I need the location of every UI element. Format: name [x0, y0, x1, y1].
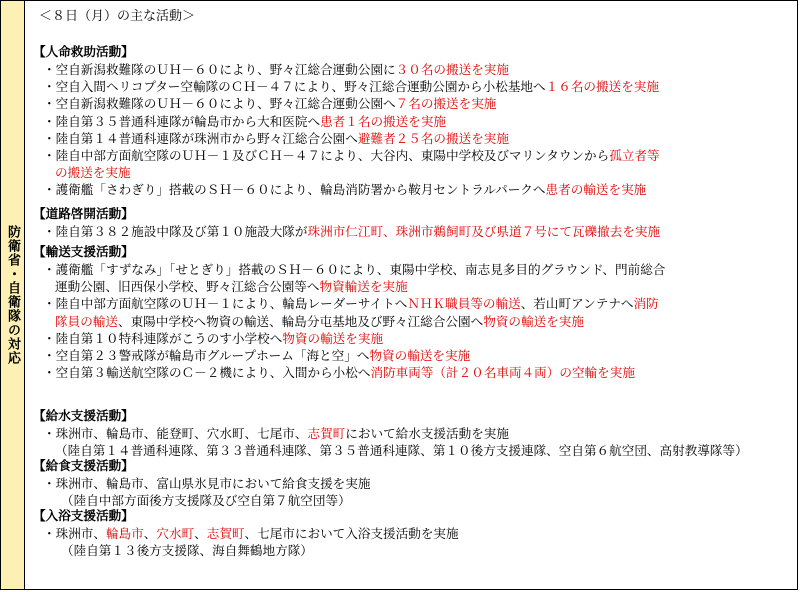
activity-text: ・空自入間ヘリコプター空輸隊のＣＨ－４７により、野々江総合運動公園から小松基地へ — [43, 79, 546, 95]
activity-line — [55, 278, 408, 295]
highlighted-text: 孤立者等 — [609, 148, 660, 163]
report-content — [27, 1, 795, 589]
activity-line — [43, 181, 646, 198]
highlighted-text: 物資の輸送を実施 — [282, 330, 384, 346]
activity-text: 、東陽中学校へ物資の輸送、輪島分屯基地及び野々江総合公園へ — [117, 313, 484, 329]
activity-line — [43, 364, 635, 381]
highlighted-text: 消防 — [633, 296, 659, 312]
highlighted-text: ＮＨＫ職員等の輸送 — [407, 296, 521, 312]
highlighted-text: 穴水町 — [156, 526, 195, 541]
activity-line — [43, 475, 370, 492]
activity-text: 運動公園、旧西保小学校、野々江総合公園等へ — [55, 279, 320, 295]
activity-text: ・珠洲市、輪島市、富山県氷見市において給食支援を実施 — [43, 476, 371, 491]
activity-text: ・空自新潟救難隊のＵＨ－６０により、野々江総合運動公園へ — [43, 96, 396, 112]
highlighted-text: 避難者２５名の搬送を実施 — [357, 130, 509, 146]
activity-line — [43, 295, 659, 312]
activity-line — [55, 442, 748, 459]
section-heading: 【人命救助活動】 — [33, 44, 134, 59]
activity-text: ・空自第２３警戒隊が輪島市グループホーム「海と空」へ — [43, 348, 370, 363]
highlighted-text: ３０名の搬送を実施 — [395, 62, 509, 77]
activity-text: ・陸自第１４普通科連隊が珠洲市から野々江総合公園へ — [43, 130, 358, 146]
highlighted-text: 物資の輸送を実施 — [483, 313, 584, 329]
activity-line — [43, 330, 383, 347]
section-heading: 【給食支援活動】 — [33, 458, 134, 473]
highlighted-text: 志賀町 — [307, 426, 346, 441]
activity-text: 、若山町アンテナへ — [520, 296, 634, 312]
activity-text: 、 — [143, 526, 157, 541]
activity-text: において給水支援活動を実施 — [345, 426, 509, 441]
activity-text: 、七尾市において入浴支援活動を実施 — [244, 526, 459, 541]
activity-text: ・珠洲市、 — [43, 526, 106, 541]
activity-line — [61, 542, 313, 559]
section-heading: 【給水支援活動】 — [33, 408, 134, 423]
activity-line — [43, 223, 660, 240]
section-heading: 【入浴支援活動】 — [33, 508, 134, 523]
highlighted-text: 志賀町 — [206, 526, 245, 541]
report-title: ＜８日（月）の主な活動＞ — [39, 9, 196, 24]
highlighted-text: 患者の輸送を実施 — [545, 182, 647, 198]
activity-text: ・空自第３輸送航空隊のＣ－２機により、入間から小松へ — [43, 365, 371, 381]
highlighted-text: １６名の搬送を実施 — [545, 79, 659, 95]
highlighted-text: 消防車両等（計２０名車両４両）の空輸を実施 — [370, 365, 635, 381]
sidebar-label: 防衛省・自衛隊の対応 — [5, 225, 20, 365]
sidebar-label-panel — [1, 1, 25, 589]
activity-text: ・護衛艦「さわぎり」搭載のＳＨ－６０により、輪島消防署から鞍月セントラルパークへ — [43, 182, 546, 198]
activity-text: （陸自中部方面後方支援隊及び空自第７航空団等） — [61, 493, 351, 509]
activity-text: ・陸自中部方面航空隊のＵＨ－１により、輪島レーダーサイトへ — [43, 296, 408, 312]
activity-text: ・陸自第１０特科連隊がこうのす小学校へ — [43, 330, 283, 346]
highlighted-text: 珠洲市仁江町、珠洲市鵜飼町及び県道７号にて瓦礫撤去を実施 — [307, 224, 661, 239]
activity-text: ・珠洲市、輪島市、能登町、穴水町、七尾市、 — [43, 426, 308, 441]
activity-text: ・陸自中部方面航空隊のＵＨ－１及びＣＨ－４７により、大谷内、東陽中学校及びマリンタウンから — [43, 148, 610, 163]
activity-line — [55, 313, 584, 330]
activity-line — [43, 261, 665, 278]
activity-line — [43, 113, 446, 130]
highlighted-text: 隊員の輸送 — [55, 313, 118, 329]
activity-line — [55, 164, 131, 181]
activity-text: ・陸自第３５普通科連隊が輪島市から大和医院へ — [43, 113, 321, 129]
highlighted-text: 物資の輸送を実施 — [369, 348, 471, 363]
highlighted-text: の搬送を実施 — [55, 165, 131, 181]
activity-line — [43, 95, 496, 112]
highlighted-text: 輪島市 — [105, 526, 144, 541]
activity-text: ・陸自第３８２施設中隊及び第１０施設大隊が — [43, 224, 308, 239]
highlighted-text: 患者１名の搬送を実施 — [320, 113, 446, 129]
activity-line — [43, 425, 509, 442]
activity-text: （陸自第１４普通科連隊、第３３普通科連隊、第３５普通科連隊、第１０後方支援連隊、空自第６航空団、高射教導隊等） — [55, 443, 748, 459]
activity-line — [43, 147, 660, 164]
activity-text: （陸自第１３後方支援隊、海自舞鶴地方隊） — [61, 543, 313, 559]
section-heading: 【道路啓開活動】 — [33, 206, 134, 221]
activity-line — [43, 347, 470, 364]
activity-text: ・護衛艦「すずなみ」「せとぎり」搭載のＳＨ－６０により、東陽中学校、南志見多目的グラウンド、門前総合 — [43, 262, 666, 277]
activity-line — [43, 61, 509, 78]
activity-line — [43, 78, 659, 95]
section-heading: 【輸送支援活動】 — [33, 244, 134, 259]
highlighted-text: ７名の搬送を実施 — [395, 96, 497, 112]
activity-line — [43, 130, 509, 147]
activity-text: ・空自新潟救難隊のＵＨ－６０により、野々江総合運動公園に — [43, 62, 396, 77]
activity-text: 、 — [194, 526, 207, 541]
activity-line — [43, 525, 459, 542]
highlighted-text: 物資輸送を実施 — [319, 279, 408, 295]
